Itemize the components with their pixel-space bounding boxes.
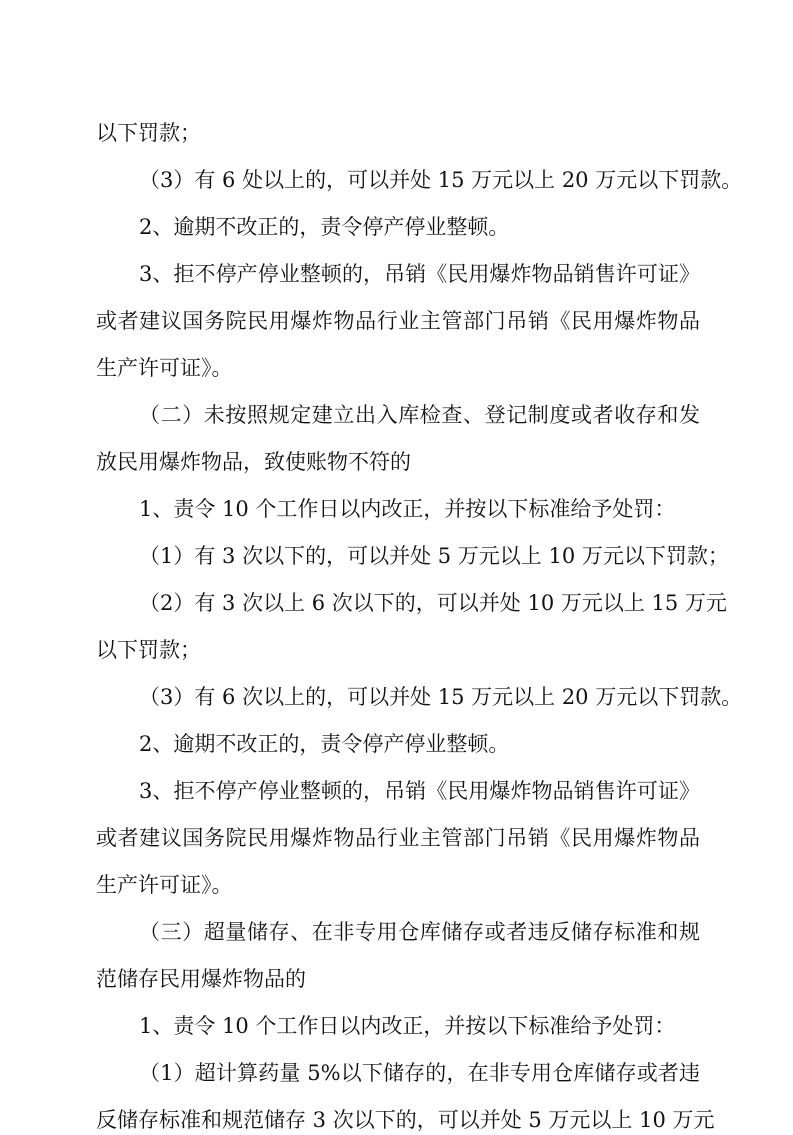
text-line-10: （1）有 3 次以下的，可以并处 5 万元以上 10 万元以下罚款；: [139, 544, 729, 568]
text-line-19: 范储存民用爆炸物品的: [96, 967, 306, 991]
text-line-1: 以下罚款；: [96, 121, 201, 145]
text-line-17: 生产许可证》。: [96, 873, 233, 897]
text-line-4: 3、拒不停产停业整顿的，吊销《民用爆炸物品销售许可证》: [139, 262, 700, 286]
text-line-2: （3）有 6 处以上的，可以并处 15 万元以上 20 万元以下罚款。: [139, 168, 743, 192]
text-line-14: 2、逾期不改正的，责令停产停业整顿。: [139, 732, 510, 756]
text-line-20: 1、责令 10 个工作日以内改正，并按以下标准给予处罚：: [139, 1014, 676, 1038]
text-line-16: 或者建议国务院民用爆炸物品行业主管部门吊销《民用爆炸物品: [96, 826, 700, 850]
text-line-7: （二）未按照规定建立出入库检查、登记制度或者收存和发: [139, 403, 700, 427]
text-line-9: 1、责令 10 个工作日以内改正，并按以下标准给予处罚：: [139, 497, 676, 521]
text-line-21: （1）超计算药量 5%以下储存的，在非专用仓库储存或者违: [139, 1061, 700, 1085]
text-line-6: 生产许可证》。: [96, 356, 233, 380]
text-line-11: （2）有 3 次以上 6 次以下的，可以并处 10 万元以上 15 万元: [139, 591, 727, 615]
text-line-12: 以下罚款；: [96, 638, 201, 662]
text-line-5: 或者建议国务院民用爆炸物品行业主管部门吊销《民用爆炸物品: [96, 309, 700, 333]
text-line-18: （三）超量储存、在非专用仓库储存或者违反储存标准和规: [139, 920, 700, 944]
text-line-8: 放民用爆炸物品，致使账物不符的: [96, 450, 411, 474]
text-line-13: （3）有 6 次以上的，可以并处 15 万元以上 20 万元以下罚款。: [139, 685, 743, 709]
text-line-22: 反储存标准和规范储存 3 次以下的，可以并处 5 万元以上 10 万元: [96, 1108, 715, 1132]
text-line-3: 2、逾期不改正的，责令停产停业整顿。: [139, 215, 510, 239]
text-line-15: 3、拒不停产停业整顿的，吊销《民用爆炸物品销售许可证》: [139, 779, 700, 803]
